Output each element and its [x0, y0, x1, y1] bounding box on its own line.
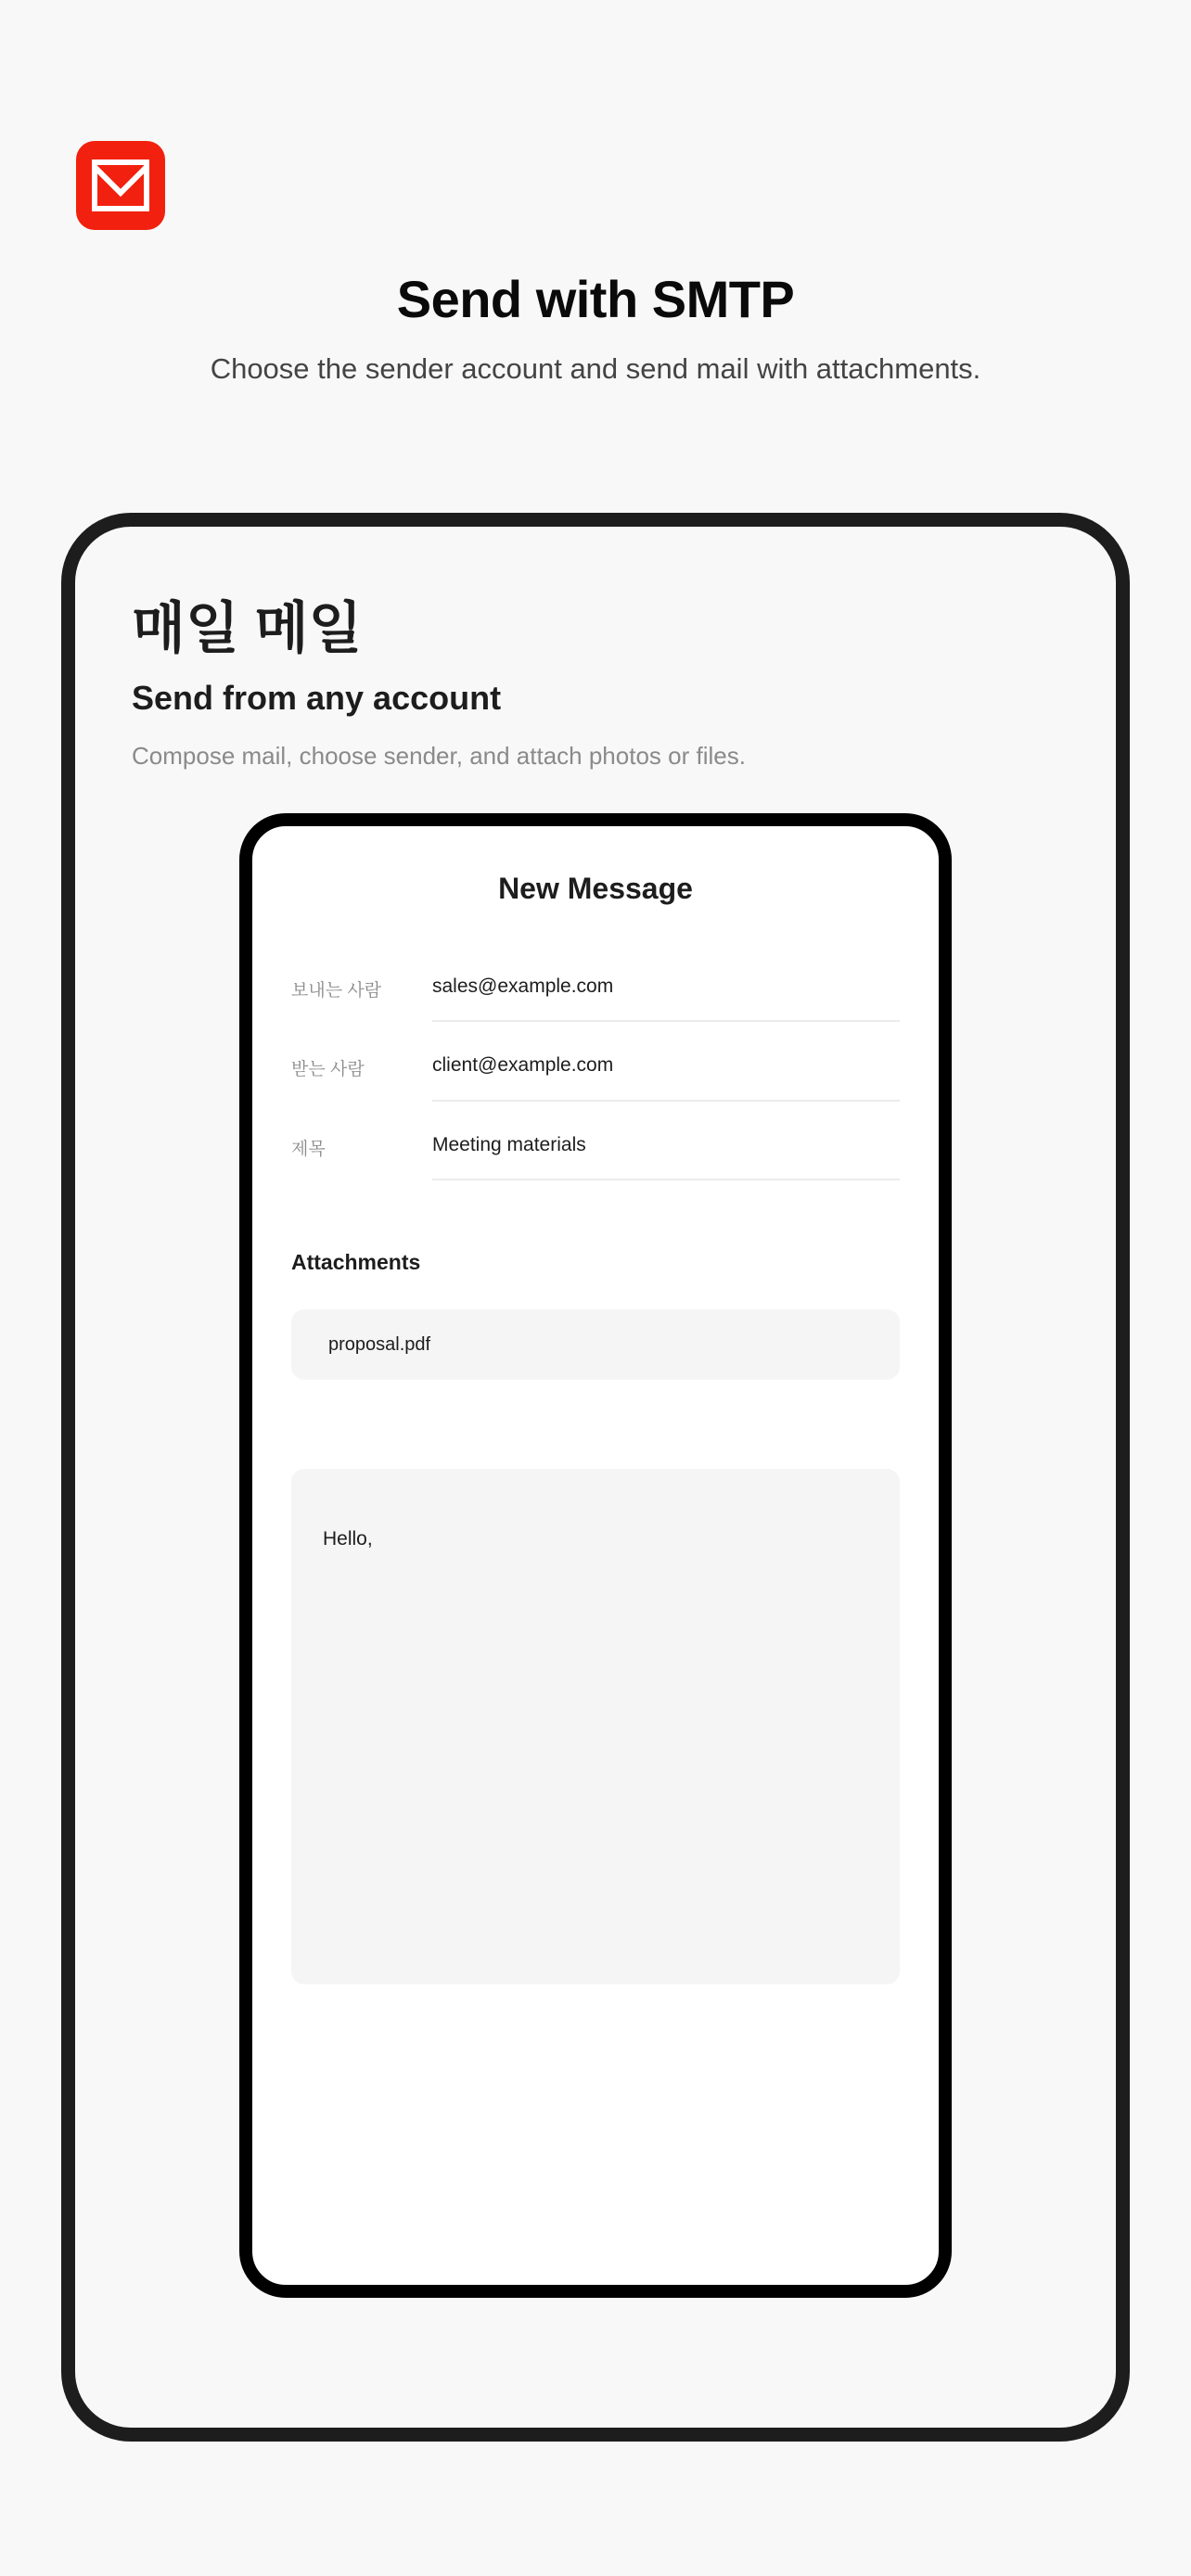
from-label: 보내는 사람	[291, 981, 382, 1001]
subject-divider	[432, 1179, 900, 1180]
subject-label: 제목	[291, 1140, 326, 1159]
compose-title: New Message	[498, 872, 693, 905]
to-field[interactable]: client@example.com	[432, 1054, 614, 1076]
from-divider	[432, 1020, 900, 1022]
attachments-heading: Attachments	[291, 1250, 421, 1274]
hero-title: Send with SMTP	[396, 270, 795, 328]
to-label: 받는 사람	[291, 1060, 365, 1079]
app-name: 매일 메일	[132, 597, 363, 659]
to-divider	[432, 1100, 900, 1102]
promo-tagline: Send from any account	[132, 679, 502, 717]
envelope-icon	[92, 159, 149, 211]
hero-subtitle: Choose the sender account and send mail with attachments.	[210, 352, 981, 385]
app-logo	[76, 141, 165, 230]
promo-description: Compose mail, choose sender, and attach photos or files.	[132, 742, 746, 770]
message-body[interactable]	[291, 1469, 900, 1984]
attachment-filename: proposal.pdf	[328, 1333, 431, 1355]
subject-field[interactable]: Meeting materials	[432, 1134, 586, 1155]
message-body-text: Hello,	[323, 1528, 373, 1549]
attachment-item[interactable]	[291, 1309, 900, 1380]
from-field[interactable]: sales@example.com	[432, 976, 614, 997]
